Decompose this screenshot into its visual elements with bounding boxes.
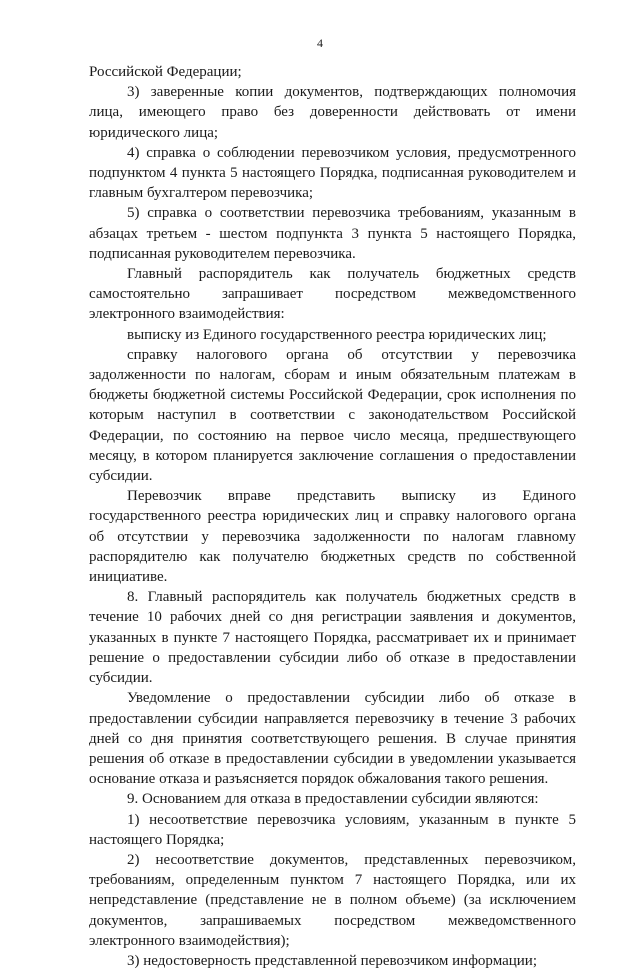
paragraph: выписку из Единого государственного реестра юридических лиц;: [127, 326, 547, 343]
paragraph: справку налогового органа об отсутствии у перевозчика задолженности по налогам, сборам и иным обязательным платежам в бюджеты бюджетной системы Российской Федерации, срок исполнения по которым наступил в соответствии с законодательством Российской Федерации, по состоянию на первое число месяца, предшествующего месяцу, в котором планируется заключение соглашения о предоставлении субсидии.: [89, 346, 576, 485]
document-body: [89, 62, 576, 971]
paragraph: 2) несоответствие документов, представленных перевозчиком, требованиям, определенным пунктом 7 настоящего Порядка, или их непредставление (представление не в полном объеме) (за исключением документов, запрашиваемых посредством межведомственного электронного взаимодействия);: [89, 851, 576, 949]
paragraph: Российской Федерации;: [89, 64, 242, 80]
paragraph: 3) недостоверность представленной перевозчиком информации;: [127, 952, 537, 969]
paragraph: 1) несоответствие перевозчика условиям, указанным в пункте 5 настоящего Порядка;: [89, 811, 576, 848]
paragraph: 8. Главный распорядитель как получатель бюджетных средств в течение 10 рабочих дней со дня регистрации заявления и документов, указанных в пункте 7 настоящего Порядка, рассматривает их и принимает решение о предоставлении субсидии либо об отказе в предоставлении субсидии.: [89, 589, 576, 687]
paragraph: 5) справка о соответствии перевозчика требованиям, указанным в абзацах третьем - шестом подпункта 3 пункта 5 настоящего Порядка, подписанная руководителем перевозчика.: [89, 205, 576, 262]
paragraph: Уведомление о предоставлении субсидии либо об отказе в предоставлении субсидии направляется перевозчику в течение 3 рабочих дней со дня принятия соответствующего решения. В случае принятия решения об отказе в предоставлении субсидии в уведомлении указывается основание отказа и разъясняется порядок обжалования такого решения.: [89, 690, 576, 788]
paragraph: 9. Основанием для отказа в предоставлении субсидии являются:: [127, 791, 539, 808]
paragraph: Главный распорядитель как получатель бюджетных средств самостоятельно запрашивает посредством межведомственного электронного взаимодействия:: [89, 266, 576, 323]
page-number: 4: [317, 36, 323, 50]
paragraph: Перевозчик вправе представить выписку из Единого государственного реестра юридических лиц и справку налогового органа об отсутствии у перевозчика задолженности по налогам главному распорядителю как получателю бюджетных средств по собственной инициативе.: [89, 488, 576, 586]
paragraph: 3) заверенные копии документов, подтверждающих полномочия лица, имеющего право без доверенности действовать от имени юридического лица;: [89, 84, 576, 141]
paragraph: 4) справка о соблюдении перевозчиком условия, предусмотренного подпунктом 4 пункта 5 настоящего Порядка, подписанная руководителем и главным бухгалтером перевозчика;: [89, 144, 576, 202]
